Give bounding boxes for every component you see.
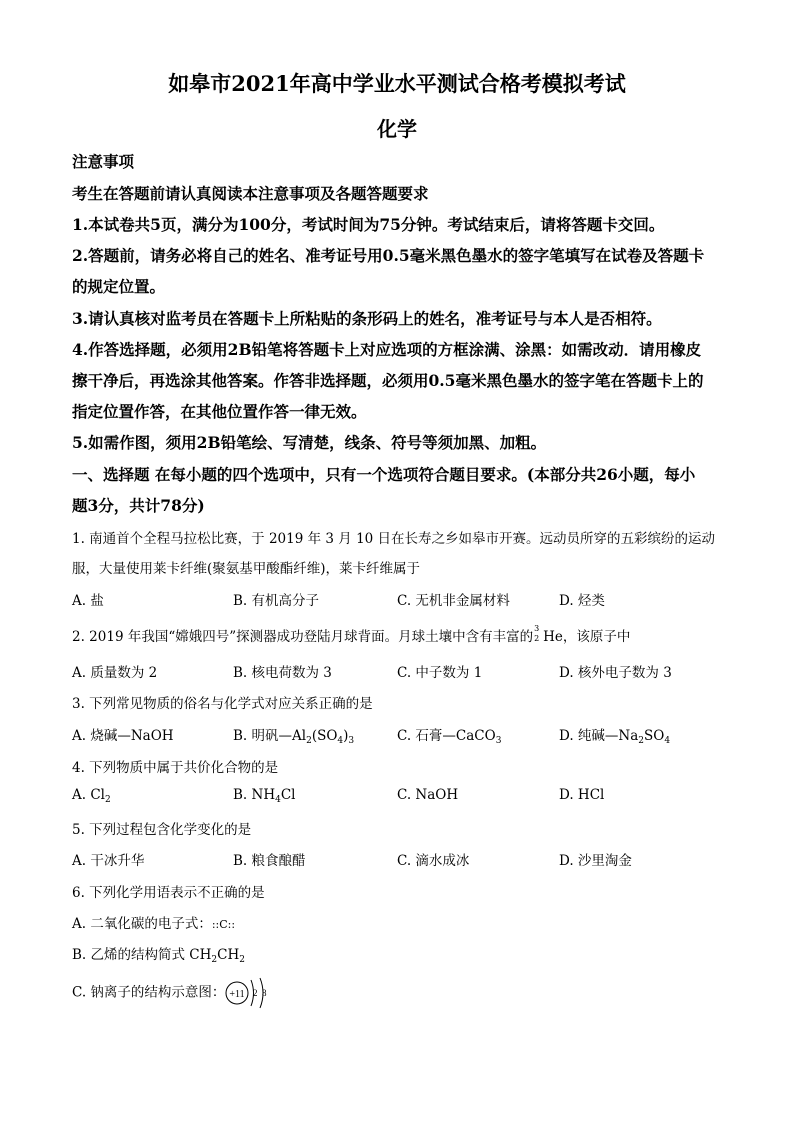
nucleus-charge: +11 [229,989,246,1000]
q4-option-d: D. HCl [559,787,605,803]
shell-2-electrons: 8 [262,988,267,998]
notice-item-5: 5.如需作图，须用2B铅笔绘、写清楚，线条、符号等须加黑、加粗。 [72,433,547,452]
q1-option-c: C. 无机非金属材料 [397,593,510,609]
q1-stem-cont: 服，大量使用莱卡纤维(聚氨基甲酸酯纤维)，莱卡纤维属于 [72,561,421,577]
notice-item-1: 1.本试卷共5页，满分为100分，考试时间为75分钟。考试结束后，请将答题卡交回。 [72,215,665,234]
section-heading: 一、选择题 在每小题的四个选项中，只有一个选项符合题目要求。(本部分共26小题，每小 [72,465,696,484]
helium-isotope [533,624,543,643]
exam-title: 如皋市2021年高中学业水平测试合格考模拟考试 [168,71,626,96]
q6-option-c: C. 钠离子的结构示意图： +11 2 8 [72,976,271,1010]
q6-stem: 6. 下列化学用语表示不正确的是 [72,885,265,901]
notice-intro: 考生在答题前请认真阅读本注意事项及各题答题要求 [72,184,429,203]
q1-option-d: D. 烃类 [559,593,605,609]
notice-item-2: 2.答题前，请务必将自己的姓名、准考证号用0.5毫米黑色墨水的签字笔填写在试卷及答题卡 [72,246,705,265]
q3-option-b: B. 明矾$—Al_2(SO_4)_3$ [233,728,355,746]
q2-stem-tail: ，该原子中 [562,629,631,645]
q1-stem: 1. 南通首个全程马拉松比赛，于 2019 年 3 月 10 日在长寿之乡如皋市开赛。远动员所穿的五彩缤纷的运动 [72,531,716,547]
q6-option-b: B. 乙烯的结构简式 $CH_2CH_2$ [72,947,245,965]
sodium-ion-structure-diagram [225,976,271,1010]
q4-option-a: A. $Cl_2$ [72,787,111,805]
q6-option-a: A. 二氧化碳的电子式：::C:: [72,916,236,932]
notice-item-4-cont: 擦干净后，再选涂其他答案。作答非选择题，必须用0.5毫米黑色墨水的签字笔在答题卡上的 [72,371,704,390]
q5-option-a: A. 干冰升华 [72,853,145,869]
q1-option-b: B. 有机高分子 [233,593,320,609]
notice-item-4-cont2: 指定位置作答，在其他位置作答一律无效。 [72,402,367,421]
isotope-mass-number: 3 [534,624,540,633]
q5-stem: 5. 下列过程包含化学变化的是 [72,822,252,838]
q3-stem: 3. 下列常见物质的俗名与化学式对应关系正确的是 [72,696,373,712]
q5-option-b: B. 粮食酿醋 [233,853,306,869]
shell-1-electrons: 2 [253,988,258,998]
q3-option-c: C. 石膏—CaCO$_3$ [397,728,502,746]
notice-item-4: 4.作答选择题，必须用2B铅笔将答题卡上对应选项的方框涂满、涂黑：如需改动．请用橡皮 [72,340,702,359]
q5-option-c: C. 滴水成冰 [397,853,470,869]
q4-option-c: C. NaOH [397,787,459,803]
q4-stem: 4. 下列物质中属于共价化合物的是 [72,760,279,776]
q2-option-c: C. 中子数为 1 [397,665,483,681]
isotope-atomic-number: 2 [534,634,540,643]
notice-item-2-cont: 的规定位置。 [72,277,166,296]
q5-option-d: D. 沙里淘金 [559,853,632,869]
notice-item-3: 3.请认真核对监考员在答题卡上所粘贴的条形码上的姓名，准考证号与本人是否相符。 [72,309,662,328]
q4-option-b: B. $NH_4Cl$ [233,787,296,805]
q2-option-b: B. 核电荷数为 3 [233,665,332,681]
q3-option-d: D. 纯碱$—Na_2SO_4$ [559,728,671,746]
subject-title: 化学 [377,117,417,141]
co2-electron-formula: ::C:: [211,918,236,931]
q1-option-a: A. 盐 [72,593,104,609]
q2-stem [72,625,732,645]
isotope-symbol: He [543,629,563,645]
section-heading-cont: 题3分，共计78分) [72,496,205,515]
q2-stem-text: 2. 2019 年我国“嫦娥四号”探测器成功登陆月球背面。月球土壤中含有丰富的 [72,629,534,645]
q2-option-a: A. 质量数为 2 [72,665,158,681]
notice-heading: 注意事项 [72,152,135,171]
q3-option-a: A. 烧碱—NaOH [72,728,174,744]
q2-option-d: D. 核外电子数为 3 [559,665,672,681]
